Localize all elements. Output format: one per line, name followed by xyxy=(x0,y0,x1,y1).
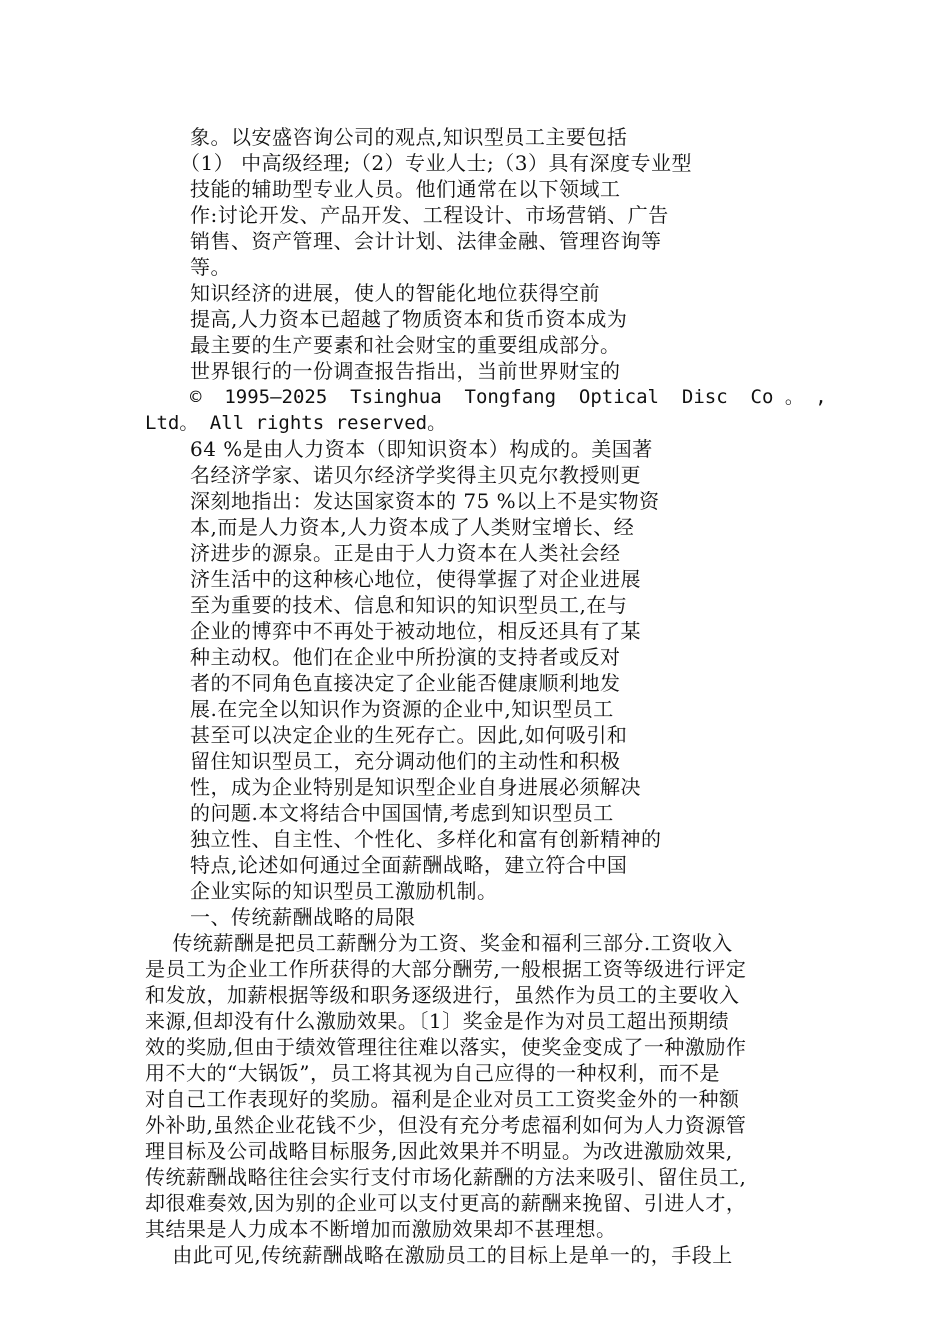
text-line: 特点,论述如何通过全面薪酬战略，建立符合中国 xyxy=(190,853,628,877)
text-line: 效的奖励,但由于绩效管理往往难以落实，使奖金变成了一种激励作 xyxy=(145,1035,747,1059)
copyright-line: Ltd。 All rights reserved。 xyxy=(145,412,447,434)
text-line: 外补助,虽然企业花钱不少，但没有充分考虑福利如何为人力资源管 xyxy=(145,1113,747,1137)
text-line: 64 %是由人力资本（即知识资本）构成的。美国著 xyxy=(190,437,653,461)
section-heading: 一、传统薪酬战略的局限 xyxy=(190,905,416,929)
text-line: 最主要的生产要素和社会财宝的重要组成部分。 xyxy=(190,333,621,357)
text-line: 和发放，加薪根据等级和职务逐级进行，虽然作为员工的主要收入 xyxy=(145,983,740,1007)
text-line: 世界银行的一份调查报告指出，当前世界财宝的 xyxy=(190,359,621,383)
text-line: 提高,人力资本已超越了物质资本和货币资本成为 xyxy=(190,307,628,331)
text-line: 企业实际的知识型员工激励机制。 xyxy=(190,879,498,903)
text-line: 用不大的“大锅饭”，员工将其视为自己应得的一种权利，而不是 xyxy=(145,1061,720,1085)
text-line: 性，成为企业特别是知识型企业自身进展必须解决 xyxy=(190,775,641,799)
text-line: 是员工为企业工作所获得的大部分酬劳,一般根据工资等级进行评定 xyxy=(145,957,747,981)
text-line: 名经济学家、诺贝尔经济学奖得主贝克尔教授则更 xyxy=(190,463,641,487)
text-line: 企业的博弈中不再处于被动地位，相反还具有了某 xyxy=(190,619,641,643)
text-line: 传统薪酬是把员工薪酬分为工资、奖金和福利三部分.工资收入 xyxy=(145,931,733,955)
text-line: 者的不同角色直接决定了企业能否健康顺利地发 xyxy=(190,671,621,695)
text-line: 至为重要的技术、信息和知识的知识型员工,在与 xyxy=(190,593,628,617)
text-line: 却很难奏效,因为别的企业可以支付更高的薪酬来挽留、引进人才， xyxy=(145,1191,747,1215)
copyright-line: © 1995—2025 Tsinghua Tongfang Optical Disc Co 。 , xyxy=(190,386,827,408)
text-line: 技能的辅助型专业人员。他们通常在以下领域工 xyxy=(190,177,621,201)
text-line: 来源,但却没有什么激励效果。〔1〕奖金是作为对员工超出预期绩 xyxy=(145,1009,730,1033)
text-line: （1） 中高级经理;（2）专业人士;（3）具有深度专业型 xyxy=(180,151,693,175)
text-line: 销售、资产管理、会计计划、法律金融、管理咨询等 xyxy=(190,229,662,253)
text-line: 独立性、自主性、个性化、多样化和富有创新精神的 xyxy=(190,827,662,851)
text-line: 作:讨论开发、产品开发、工程设计、市场营销、广告 xyxy=(190,203,669,227)
text-line: 深刻地指出：发达国家资本的 75 %以上不是实物资 xyxy=(190,489,660,513)
text-line: 其结果是人力成本不断增加而激励效果却不甚理想。 xyxy=(145,1217,617,1241)
text-line: 种主动权。他们在企业中所扮演的支持者或反对 xyxy=(190,645,621,669)
text-line: 济生活中的这种核心地位，使得掌握了对企业进展 xyxy=(190,567,641,591)
text-line: 理目标及公司战略目标服务,因此效果并不明显。为改进激励效果, xyxy=(145,1139,733,1163)
text-line: 本,而是人力资本,人力资本成了人类财宝增长、经 xyxy=(190,515,635,539)
text-line: 济进步的源泉。正是由于人力资本在人类社会经 xyxy=(190,541,621,565)
text-line: 对自己工作表现好的奖励。福利是企业对员工工资奖金外的一种额 xyxy=(145,1087,740,1111)
text-line: 展.在完全以知识作为资源的企业中,知识型员工 xyxy=(190,697,614,721)
text-line: 的问题.本文将结合中国国情,考虑到知识型员工 xyxy=(190,801,614,825)
text-line: 甚至可以决定企业的生死存亡。因此,如何吸引和 xyxy=(190,723,628,747)
text-line: 知识经济的进展，使人的智能化地位获得空前 xyxy=(190,281,600,305)
text-line: 由此可见,传统薪酬战略在激励员工的目标上是单一的，手段上 xyxy=(145,1243,733,1267)
text-line: 留住知识型员工，充分调动他们的主动性和积极 xyxy=(190,749,621,773)
text-line: 传统薪酬战略往往会实行支付市场化薪酬的方法来吸引、留住员工, xyxy=(145,1165,747,1189)
text-line: 等。 xyxy=(190,255,231,279)
text-line: 象。以安盛咨询公司的观点,知识型员工主要包括 xyxy=(190,125,628,149)
